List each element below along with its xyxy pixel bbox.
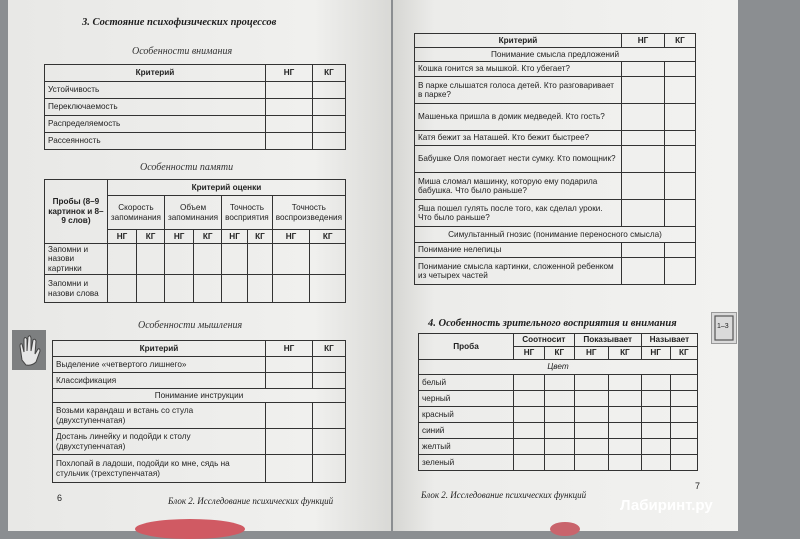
hand-icon (12, 330, 46, 370)
cell (313, 133, 346, 150)
speech-group-2: Симультанный гнозис (понимание переносного смысла) (415, 227, 696, 243)
table-row: Яша пошел гулять после того, как сделал уроки. Что было раньше? (415, 200, 696, 227)
tab-icon (711, 312, 737, 344)
cell (266, 82, 313, 99)
attention-table (44, 64, 346, 150)
cell (313, 99, 346, 116)
section-title-4: 4. Особенность зрительного восприятия и внимания (428, 318, 677, 329)
finger-decoration (550, 522, 580, 536)
table-row: Возьми карандаш и встань со стула (двухступенчатая) (53, 403, 346, 429)
table-row: желтый (419, 439, 698, 455)
header-kg: КГ (313, 65, 346, 82)
table-row: Миша сломал машинку, которую ему подарила бабушка. Что было раньше? (415, 173, 696, 200)
table-row: белый (419, 375, 698, 391)
tab-label: 1–3 (717, 323, 729, 330)
cell (266, 99, 313, 116)
instruction-group: Понимание инструкции (53, 389, 346, 403)
table-row: Понимание смысла картинки, сложенной ребенком из четырех частей (415, 258, 696, 285)
table-row: Бабушке Оля помогает нести сумку. Кто помощник? (415, 146, 696, 173)
cell (313, 116, 346, 133)
header-ng: НГ (266, 65, 313, 82)
table-row: Переключаемость (45, 99, 346, 116)
speech-group-1: Понимание смысла предложений (415, 48, 696, 62)
memory-subtitle: Особенности памяти (140, 162, 234, 173)
attention-subtitle: Особенности внимания (132, 46, 233, 57)
section-title-3: 3. Состояние психофизических процессов (82, 17, 277, 28)
table-row: Катя бежит за Наташей. Кто бежит быстрее? (415, 131, 696, 146)
thinking-table: Критерий НГ КГ Выделение «четвертого лишнего» Классификация Понимание инструкции Возьми карандаш и встань со стула (двухступенчатая) Достань линейку и подойди к столу (двухступенчатая) Похлопай в ладоши, подойди ко мне, сядь на стульчик (трехступенчатая) (52, 340, 346, 483)
criteria-header: Критерий оценки (107, 180, 345, 196)
table-row: Запомни и назови картинки (45, 244, 346, 275)
cell (266, 133, 313, 150)
page-number-left: 6 (57, 493, 63, 503)
finger-decoration (135, 519, 245, 539)
table-row: черный (419, 391, 698, 407)
table-row: В парке слышатся голоса детей. Кто разговаривает в парке? (415, 77, 696, 104)
table-row: синий (419, 423, 698, 439)
table-row: Устойчивость (45, 82, 346, 99)
footer-left: Блок 2. Исследование психических функций (168, 496, 334, 506)
table-row: Выделение «четвертого лишнего» (53, 357, 346, 373)
color-group: Цвет (419, 360, 698, 375)
watermark: Лабиринт.ру (620, 497, 713, 514)
table-row: зеленый (419, 455, 698, 471)
page-number-right: 7 (695, 481, 701, 491)
table-row: Классификация (53, 373, 346, 389)
footer-right: Блок 2. Исследование психических функций (421, 490, 587, 500)
perception-table: Проба Соотносит Показывает Называет НГ КГ НГ КГ НГ КГ Цвет белый черный красный синий желтый зеленый (418, 333, 698, 471)
table-row: Распределяемость (45, 116, 346, 133)
table-row: Машенька пришла в домик медведей. Кто гость? (415, 104, 696, 131)
cell (266, 116, 313, 133)
header-criterion: Критерий (45, 65, 266, 82)
probe-header: Пробы (8–9 картинок и 8–9 слов) (45, 180, 108, 244)
table-row: Похлопай в ладоши, подойди ко мне, сядь на стульчик (трехступенчатая) (53, 455, 346, 483)
table-row: Достань линейку и подойди к столу (двухступенчатая) (53, 429, 346, 455)
table-row: Рассеянность (45, 133, 346, 150)
memory-table: Пробы (8–9 картинок и 8–9 слов) Критерий оценки Скорость запоминания Объем запоминания Точность восприятия Точность воспроизведения НГ КГ НГ КГ НГ КГ НГ КГ Запомни и назови картинки Запомни и назови слова (44, 179, 346, 303)
speech-table: Критерий НГ КГ Понимание смысла предложений Кошка гонится за мышкой. Кто убегает? В парке слышатся голоса детей. Кто разговаривает в парке? Машенька пришла в домик медведей. Кто гость? Катя бежит за Наташей. Кто бежит быстрее? Бабушке Оля помогает нести сумку. Кто помощник? Миша сломал машинку, которую ему подарила бабушка. Что было раньше? Яша пошел гулять после того, как сделал уроки. Что было раньше? Симультанный гнозис (понимание переносного смысла) Понимание нелепицы Понимание смысла картинки, сложенной ребенком из четырех частей (414, 33, 696, 285)
table-row: Кошка гонится за мышкой. Кто убегает? (415, 62, 696, 77)
table-row: красный (419, 407, 698, 423)
table-row: Понимание нелепицы (415, 243, 696, 258)
thinking-subtitle: Особенности мышления (138, 320, 243, 331)
cell (313, 82, 346, 99)
table-row: Запомни и назови слова (45, 275, 346, 303)
